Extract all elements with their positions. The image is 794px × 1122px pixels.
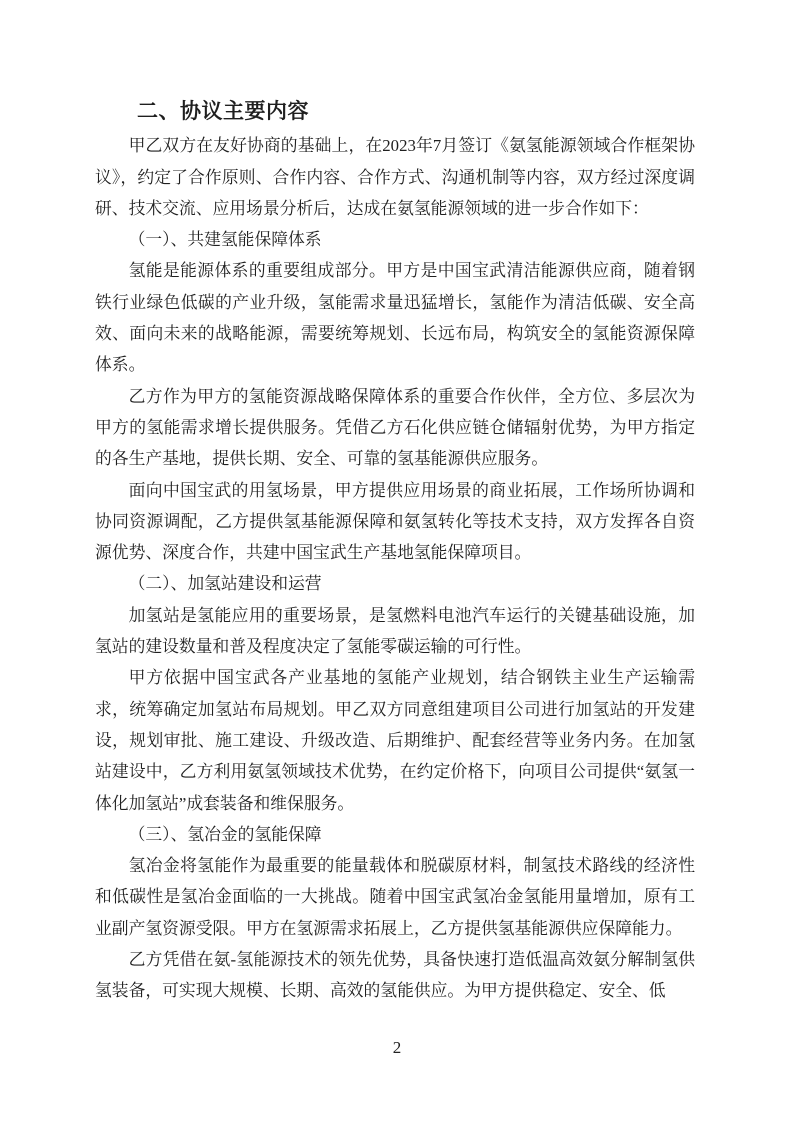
paragraph: 氢冶金将氢能作为最重要的能量载体和脱碳原材料，制氢技术路线的经济性和低碳性是氢冶金面临的一大挑战。随着中国宝武氢冶金氢能用量增加，原有工业副产氢资源受限。甲方在氢源需求拓展上，乙方提供氢基能源供应保障能力。 — [95, 856, 695, 938]
document-content — [95, 96, 695, 1007]
paragraph: 乙方凭借在氨-氢能源技术的领先优势，具备快速打造低温高效氨分解制氢供氢装备，可实现大规模、长期、高效的氢能供应。为甲方提供稳定、安全、低 — [95, 950, 695, 1001]
paragraph: 乙方作为甲方的氢能资源战略保障体系的重要合作伙伴，全方位、多层次为甲方的氢能需求增长提供服务。凭借乙方石化供应链仓储辐射优势，为甲方指定的各生产基地，提供长期、安全、可靠的氢基能源供应服务。 — [95, 386, 695, 469]
subsection-heading-3: （三）、氢冶金的氢能保障 — [128, 824, 322, 844]
paragraph: 甲乙双方在友好协商的基础上，在2023年7月签订《氨氢能源领域合作框架协议》，约定了合作原则、合作内容、合作方式、沟通机制等内容，双方经过深度调研、技术交流、应用场景分析后，达成在氨氢能源领域的进一步合作如下： — [95, 136, 695, 218]
subsection-heading-1: （一）、共建氢能保障体系 — [128, 230, 322, 250]
paragraph: 面向中国宝武的用氢场景，甲方提供应用场景的商业拓展，工作场所协调和协同资源调配，乙方提供氢基能源保障和氨氢转化等技术支持，双方发挥各自资源优势、深度合作，共建中国宝武生产基地氢能保障项目。 — [95, 480, 695, 563]
page-number: 2 — [392, 1038, 402, 1057]
paragraph: 氢能是能源体系的重要组成部分。甲方是中国宝武清洁能源供应商，随着钢铁行业绿色低碳的产业升级，氢能需求量迅猛增长，氢能作为清洁低碳、安全高效、面向未来的战略能源，需要统筹规划、长远布局，构筑安全的氢能资源保障体系。 — [95, 261, 695, 375]
section-title: 二、协议主要内容 — [137, 99, 309, 123]
paragraph: 加氢站是氢能应用的重要场景，是氢燃料电池汽车运行的关键基础设施，加氢站的建设数量和普及程度决定了氢能零碳运输的可行性。 — [95, 605, 695, 657]
paragraph: 甲方依据中国宝武各产业基地的氢能产业规划，结合钢铁主业生产运输需求，统筹确定加氢站布局规划。甲乙双方同意组建项目公司进行加氢站的开发建设，规划审批、施工建设、升级改造、后期维护、配套经营等业务内务。在加氢站建设中，乙方利用氨氢领域技术优势，在约定价格下，向项目公司提供“氨氢一体化加氢站”成套装备和维保服务。 — [95, 668, 695, 813]
subsection-heading-2: （二）、加氢站建设和运营 — [128, 574, 322, 594]
